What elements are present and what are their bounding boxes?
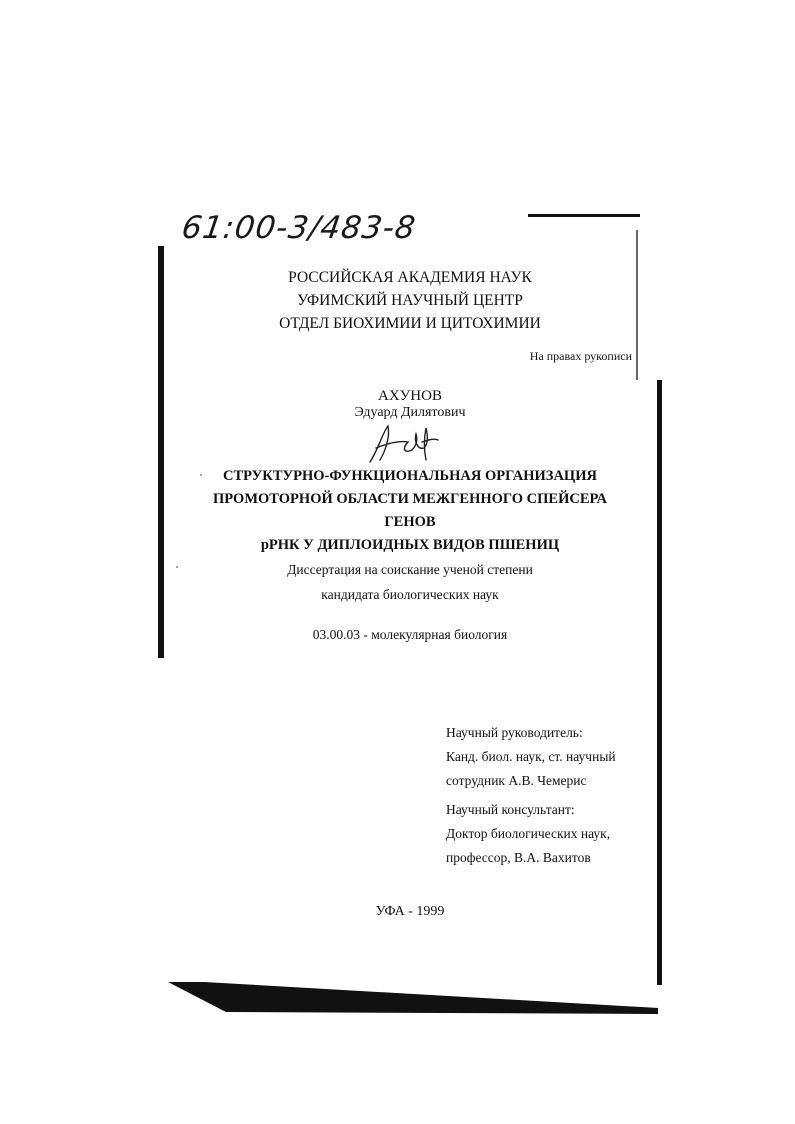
- consultant-line: Доктор биологических наук,: [446, 826, 611, 841]
- signature-image: [364, 420, 444, 468]
- supervisor-heading: Научный руководитель:: [446, 725, 583, 740]
- scan-edge-top: [528, 214, 640, 217]
- rights-note: На правах рукописи: [529, 349, 632, 363]
- title-line: рРНК У ДИПЛОИДНЫХ ВИДОВ ПШЕНИЦ: [260, 537, 560, 553]
- supervisor-line: сотрудник А.В. Чемерис: [446, 773, 587, 788]
- consultant-block: [446, 798, 610, 870]
- author-surname: АХУНОВ: [378, 388, 442, 404]
- city-year: УФА - 1999: [375, 904, 445, 919]
- consultant-heading: Научный консультант:: [446, 802, 575, 817]
- scan-edge-bottom: [168, 982, 658, 1016]
- supervisor-line: Канд. биол. наук, ст. научный: [446, 749, 616, 764]
- degree-statement: [200, 557, 620, 607]
- institution-line: ОТДЕЛ БИОХИМИИ И ЦИТОХИМИИ: [279, 315, 541, 332]
- author-given-name: Эдуард Дилятович: [354, 405, 466, 420]
- consultant-line: профессор, В.А. Вахитов: [446, 850, 591, 865]
- archive-number: 61:00-3/483-8: [179, 210, 419, 246]
- degree-line: кандидата биологических наук: [321, 587, 499, 602]
- institution-line: РОССИЙСКАЯ АКАДЕМИЯ НАУК: [288, 269, 532, 286]
- scan-edge-right-thin: [636, 230, 638, 380]
- dissertation-title: [190, 465, 630, 557]
- title-line: СТРУКТУРНО-ФУНКЦИОНАЛЬНАЯ ОРГАНИЗАЦИЯ: [223, 468, 597, 484]
- supervisor-block: [446, 721, 616, 793]
- scan-edge-right: [657, 380, 662, 985]
- institution-line: УФИМСКИЙ НАУЧНЫЙ ЦЕНТР: [297, 292, 523, 309]
- scan-speck: [176, 566, 178, 568]
- degree-line: Диссертация на соискание ученой степени: [287, 562, 533, 577]
- scan-edge-left: [158, 246, 164, 658]
- specialty-code: 03.00.03 - молекулярная биология: [312, 627, 508, 642]
- title-line: ПРОМОТОРНОЙ ОБЛАСТИ МЕЖГЕННОГО СПЕЙСЕРА ГЕНОВ: [213, 491, 607, 530]
- institution-header: [200, 266, 620, 335]
